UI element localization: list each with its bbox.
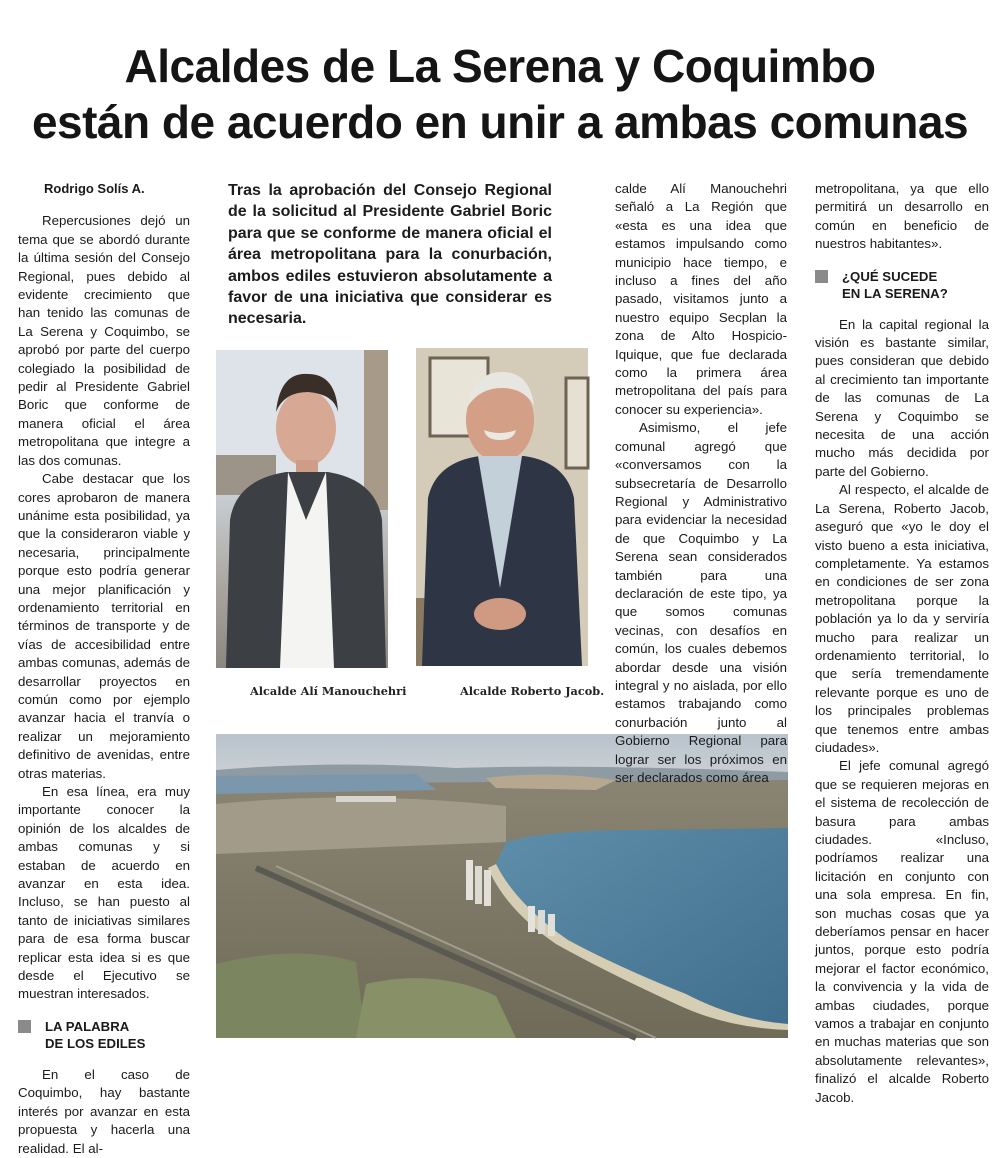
subheading-line: LA PALABRA [45, 1018, 130, 1034]
paragraph: Asimismo, el jefe comunal agregó que «conversamos con la subsecretaría de Desarrollo Regional y Administrativo para evidenciar la necesidad de que Coquimbo y La Serena sean considerados también para una declaración de este tipo, ya que somos comunas vecinas, con desafíos en común, los cuales debemos abordar desde una visión integral y no aislada, por ello estamos trabajando como conurbación junto al Gobierno Regional para lograr ser los próximos en ser declarados como área [615, 420, 787, 785]
subheading-line: DE LOS EDILES [45, 1035, 146, 1051]
headline [0, 38, 1000, 150]
paragraph: El jefe comunal agregó que se requieren mejoras en el sistema de recolección de basura para ambas ciudades. «Incluso, podríamos realizar una licitación en conjunto con una sola empresa. En fin, son muchas cosas que ya deberíamos pensar en hacer juntos, porque esto podría mejorar el factor económico, la convivencia y la vida de ambas ciudades, porque vamos a trabajar en conjunto en muchas materias que son absolutamente relevantes», finalizó el alcalde Roberto Jacob. [815, 758, 989, 1105]
paragraph: En el caso de Coquimbo, hay bastante interés por avanzar en esta propuesta y hacerla una realidad. El al- [18, 1066, 190, 1156]
byline: Rodrigo Solís A. [44, 181, 145, 196]
paragraph: En esa línea, era muy importante conocer la opinión de los alcaldes de ambas comunas y si estaban de acuerdo en avanzar en esta idea. Incluso, se han puesto al tanto de iniciativas similares para de esa forma buscar replicar esta idea si es que desde el Ejecutivo se muestran interesados. [18, 784, 190, 1002]
subheading-que-sucede [815, 268, 989, 302]
headline-line-1: Alcaldes de La Serena y Coquimbo [124, 40, 876, 92]
photo-caption-left: Alcalde Alí Manouchehri [250, 684, 407, 698]
paragraph: Repercusiones dejó un tema que se abordó durante la última sesión del Consejo Regional, pues debido al evidente crecimiento que han tenido las comunas de La Serena y Coquimbo, se aprobó por parte del cuerpo colegiado la posibilidad de pedir al Presidente Gabriel Boric que conforme de manera oficial el área metropolitana que integre a las dos comunas. [18, 213, 190, 468]
square-bullet-icon [815, 270, 828, 283]
subheading-line: ¿QUÉ SUCEDE [842, 268, 938, 284]
paragraph: Al respecto, el alcalde de La Serena, Roberto Jacob, aseguró que «yo le doy el visto bueno a esta iniciativa, completamente. Ya estamos en condiciones de ser zona metropolitana porque la población ya lo da y serviría mucho para realizar un ordenamiento territorial, lo que sería tremendamente relevante porque es uno de los principales problemas que tenemos entre ambas ciudades». [815, 482, 989, 755]
square-bullet-icon [18, 1020, 31, 1033]
lead-paragraph: Tras la aprobación del Consejo Regional de la solicitud al Presidente Gabriel Boric para que se conforme de manera oficial el área metropolitana para la conurbación, ambos ediles estuvieron absolutamente a favor de una iniciativa que considerar es necesaria. [228, 182, 552, 328]
photo-caption-right: Alcalde Roberto Jacob. [460, 684, 605, 698]
subheading-la-palabra [18, 1018, 190, 1052]
photo-ali-manouchehri [216, 350, 388, 668]
paragraph: calde Alí Manouchehri señaló a La Región que «esta es una idea que estamos impulsando como municipio hace tiempo, e incluso a fines del año pasado, visitamos junto a nuestro equipo Secplan la zona de Alto Hospicio-Iquique, que fue declarada como la primera área metropolitana del país para conocer su experiencia». [615, 181, 787, 417]
article-column-4 [815, 180, 989, 1107]
subheading-text [842, 268, 948, 302]
paragraph: En la capital regional la visión es bastante similar, pues consideran que debido al crecimiento tan importante de las comunas de La Serena y Coquimbo se necesita de una acción mucho más decidida por parte del Gobierno. [815, 316, 989, 479]
portrait-illustration [416, 348, 588, 666]
portrait-illustration [216, 350, 388, 668]
paragraph: metropolitana, ya que ello permitirá un desarrollo en común en beneficio de nuestros habitantes». [815, 181, 989, 252]
photo-roberto-jacob [416, 348, 588, 666]
subheading-line: EN LA SERENA? [842, 285, 948, 301]
article-column-3 [615, 180, 787, 787]
headline-line-2: están de acuerdo en unir a ambas comunas [31, 96, 969, 148]
article-column-1 [18, 180, 190, 1158]
subheading-text [45, 1018, 145, 1052]
paragraph: Cabe destacar que los cores aprobaron de manera unánime esta posibilidad, ya que la consideraron viable y necesaria, principalmente porque esto podría generar una mejor planificación y ordenamiento territorial en términos de transporte y de vías de accesibilidad entre ambas comunas, además de desarrollar proyectos en común como por ejemplo avanzar hacia el tranvía o realizar un mejoramiento definitivo de avenidas, entre otras materias. [18, 471, 190, 781]
